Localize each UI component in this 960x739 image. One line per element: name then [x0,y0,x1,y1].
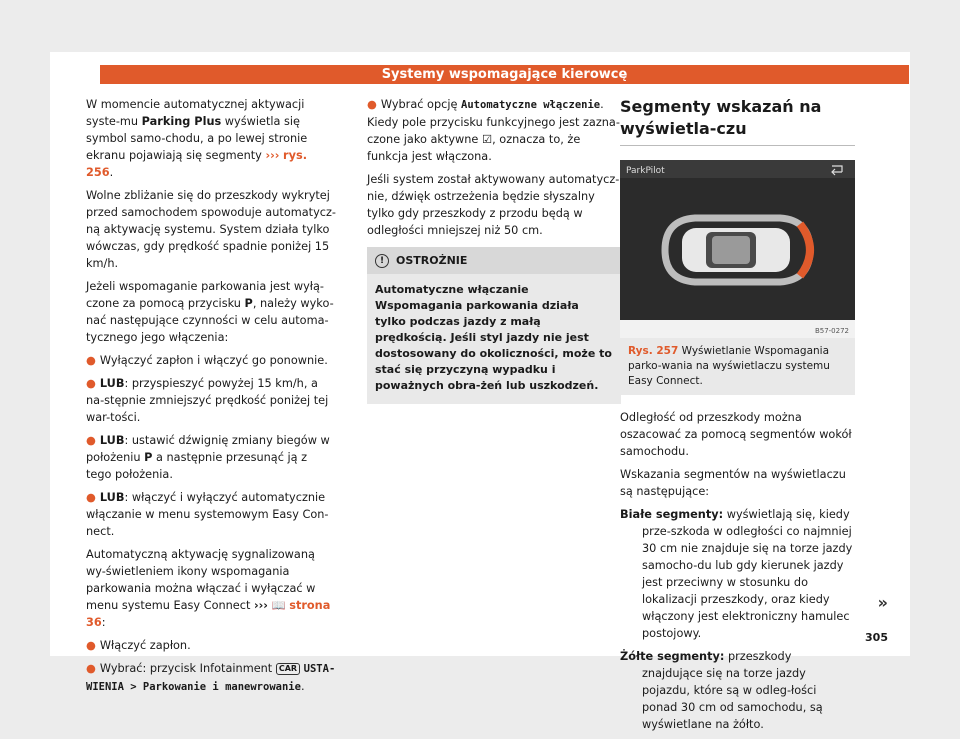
bullet-icon: ● [367,98,377,111]
reference-arrow: ››› [253,599,268,612]
paragraph: Wolne zbliżanie się do przeszkody wykrytej przed samochodem spowoduje automatycz-ną aktywację systemu. System działa tylko wówczas, gdy prędkość spadnie poniżej 15 km/h. [86,189,336,270]
list-item: ● Wybrać opcję Automatyczne włączenie. Kiedy pole przycisku funkcyjnego jest zazna-czone jako aktywne ☑, oznacza to, że funkcja jest włączona. [367,98,620,163]
continued-icon: » [877,593,888,612]
parkpilot-illustration [620,160,855,338]
list-item: ● Włączyć zapłon. [86,639,191,652]
bullet-icon: ● [86,639,96,652]
paragraph: Jeżeli wspomaganie parkowania jest wyłą-czone za pomocą przycisku P, należy wyko-nać następujące czynności w celu automa-tycznego jego włączenia: [86,280,334,344]
page-header: Systemy wspomagające kierowcę [100,65,909,84]
warning-header [367,247,621,274]
paragraph: Automatyczną aktywację sygnalizowaną wy-świetleniem ikony wspomagania parkowania można włączać i wyłączać w menu systemu Easy Connect ››› 📖 strona 36: [86,548,331,629]
bullet-icon: ● [86,662,96,675]
figure-caption: Rys. 257 Wyświetlanie Wspomagania parko-wania na wyświetlaczu systemu Easy Connect. [620,338,855,395]
checkbox-icon: ☑ [481,133,493,146]
caption-ref: Rys. 257 [628,345,679,357]
bullet-icon: ● [86,491,96,504]
menu-path: USTA-WIENIA > Parkowanie i manewrowanie [86,663,336,693]
column-3 [620,96,855,739]
car-button-icon: CAR [276,663,300,675]
column-1 [86,96,336,702]
list-item: ● Wyłączyć zapłon i włączyć go ponownie. [86,354,328,367]
bullet-icon: ● [86,434,96,447]
page [50,52,910,731]
warning-text: Automatyczne włączanie Wspomagania parkowania działa tylko podczas jazdy z małą prędkością. Jeśli styl jazdy nie jest dostosowany do okoliczności, może to stać się przyczyną wypadku i poważnych obra-żeń lub uszkodzeń. [375,283,612,392]
paragraph: W momencie automatycznej aktywacji syste-mu Parking Plus wyświetla się symbol samo-chodu, a po lewej stronie ekranu pojawiają się segmenty ››› rys. 256. [86,98,308,179]
bullet-icon: ● [86,377,96,390]
list-item: ● LUB: włączyć i wyłączyć automatycznie włączanie w menu systemowym Easy Con-nect. [86,491,329,538]
paragraph: Odległość od przeszkody można oszacować za pomocą segmentów wokół samochodu. [620,411,852,458]
page-link[interactable]: strona 36 [86,599,331,629]
list-item: ● Wybrać: przycisk Infotainment CAR USTA-WIENIA > Parkowanie i manewrowanie. [86,662,336,693]
warning-icon: ! [375,254,389,268]
bullet-icon: ● [86,354,96,367]
list-item: ● LUB: ustawić dźwignię zmiany biegów w położeniu P a następnie przesunąć ją z tego położenia. [86,434,330,481]
warning-box [367,247,621,404]
paragraph: Jeśli system został aktywowany automatycz-nie, dźwięk ostrzeżenia będzie słyszalny tylko gdy przeszkody z przodu będą w odległości mniejszej niż 50 cm. [367,173,620,237]
page-number: 305 [865,631,888,644]
section-title: Segmenty wskazań na wyświetla-czu [620,96,855,146]
book-icon: 📖 [271,599,286,612]
parking-button-icon: P [244,297,253,310]
figure-link[interactable]: rys. 256 [86,149,307,179]
menu-option: Automatyczne włączenie [461,99,601,111]
paragraph: Wskazania segmentów na wyświetlaczu są następujące: [620,468,846,498]
column-2 [367,96,621,404]
list-item: ● LUB: przyspieszyć powyżej 15 km/h, a na-stępnie zmniejszyć prędkość poniżej tej war-tości. [86,377,329,424]
warning-title: OSTROŻNIE [396,254,468,267]
screen-label: ParkPilot [626,166,665,176]
figure-code: B57-0272 [814,327,849,335]
parkpilot-figure [620,160,855,338]
reference-arrow: ››› [265,149,280,162]
definition-white: Białe segmenty: wyświetlają się, kiedy prze-szkoda w odległości co najmniej 30 cm nie znajduje się na torze jazdy samocho-du lub gdy kierunek jazdy jest przeciwny w stosunku do lokalizacji przeszkody, oraz kiedy włączony jest elektroniczny hamulec postojowy. [620,508,853,640]
definition-yellow: Żółte segmenty: przeszkody znajdujące się na torze jazdy pojazdu, które są w odleg-łości ponad 30 cm od samochodu, są wyświetlane na żółto. [620,650,823,731]
